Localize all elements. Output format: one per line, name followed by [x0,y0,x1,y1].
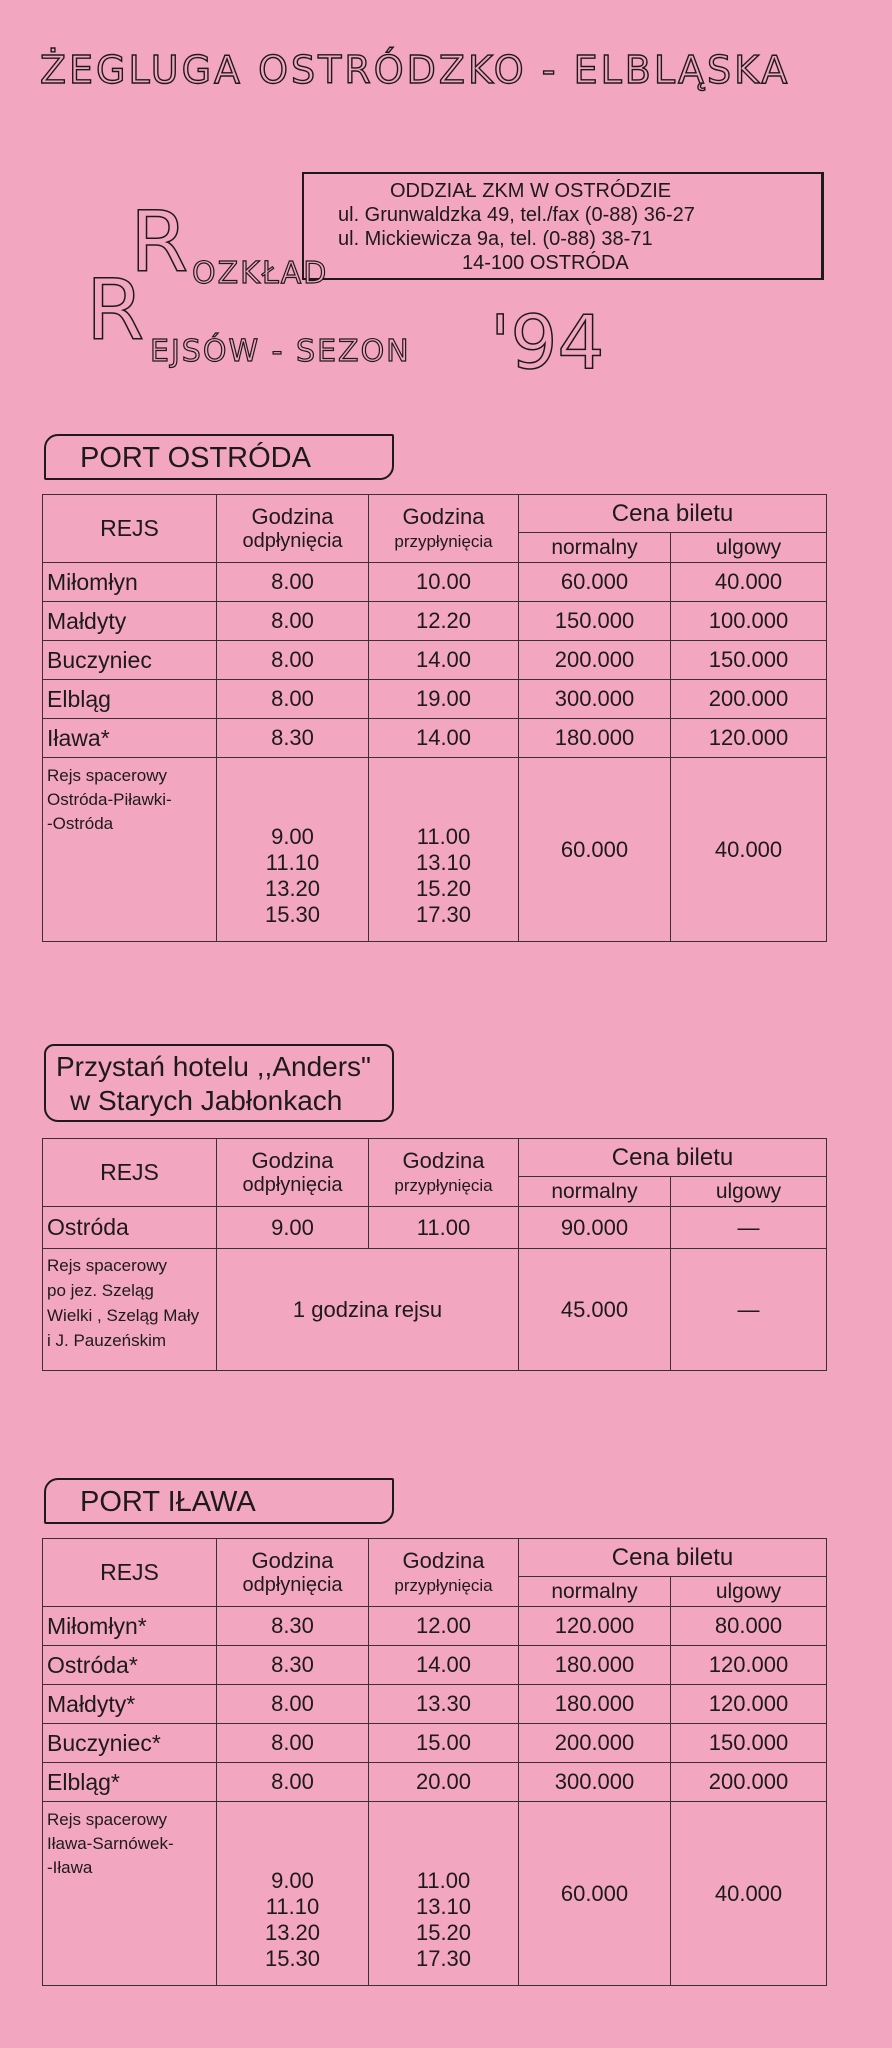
header-departure: Godzina odpłynięcia [217,1539,369,1607]
route-name: Buczyniec [43,641,217,680]
route-name: Elbląg [43,680,217,719]
table-row [43,602,827,641]
arrival-time: 19.00 [369,680,519,719]
price-reduced: — [671,1207,827,1249]
departure-time: 8.00 [217,680,369,719]
departure-time: 8.00 [217,563,369,602]
brand-word-rejsow: EJSÓW - SEZON [150,334,411,369]
route-name: Elbląg* [43,1763,217,1802]
section-label-port-ostroda: PORT OSTRÓDA [44,434,394,480]
table-row [43,1646,827,1685]
route-name: Ostróda* [43,1646,217,1685]
section-label-port-ilawa: PORT IŁAWA [44,1478,394,1524]
price-normal: 300.000 [519,1763,671,1802]
table-row [43,641,827,680]
table-row [43,1724,827,1763]
price-reduced: 150.000 [671,1724,827,1763]
header-normal: normalny [519,1177,671,1207]
departure-time: 8.00 [217,641,369,680]
cruise-departure-times: 9.00 11.10 13.20 15.30 [217,758,369,942]
page-title: ŻEGLUGA OSTRÓDZKO - ELBLĄSKA [40,48,791,92]
price-normal: 180.000 [519,1646,671,1685]
price-reduced: 40.000 [671,563,827,602]
table-row-cruise [43,758,827,942]
schedule-table-ostroda [42,494,827,942]
cruise-name: Rejs spacerowy Ostróda-Piławki- -Ostróda [43,758,217,942]
departure-time: 9.00 [217,1207,369,1249]
cruise-name: Rejs spacerowy po jez. Szeląg Wielki , Szeląg Mały i J. Pauzeńskim [43,1249,217,1371]
arrival-time: 14.00 [369,1646,519,1685]
route-name: Miłomłyn [43,563,217,602]
price-normal: 180.000 [519,719,671,758]
arrival-time: 12.00 [369,1607,519,1646]
price-reduced: 120.000 [671,1685,827,1724]
cruise-price-reduced: 40.000 [671,1802,827,1986]
route-name: Małdyty* [43,1685,217,1724]
office-address-1: ul. Grunwaldzka 49, tel./fax (0-88) 36-27 [338,204,695,226]
route-name: Miłomłyn* [43,1607,217,1646]
price-normal: 150.000 [519,602,671,641]
cruise-name: Rejs spacerowy Iława-Sarnówek- -Iława [43,1802,217,1986]
header-price: Cena biletu [519,495,827,533]
route-name: Ostróda [43,1207,217,1249]
route-name: Małdyty [43,602,217,641]
departure-time: 8.00 [217,1724,369,1763]
header-reduced: ulgowy [671,1177,827,1207]
price-reduced: 200.000 [671,1763,827,1802]
cruise-arrival-times: 11.00 13.10 15.20 17.30 [369,1802,519,1986]
cruise-price-normal: 60.000 [519,758,671,942]
cruise-price-reduced: 40.000 [671,758,827,942]
arrival-time: 20.00 [369,1763,519,1802]
header-arrival: Godzina przypłynięcia [369,1139,519,1207]
departure-time: 8.30 [217,719,369,758]
header-normal: normalny [519,1577,671,1607]
price-reduced: 80.000 [671,1607,827,1646]
cruise-duration: 1 godzina rejsu [217,1249,519,1371]
price-normal: 60.000 [519,563,671,602]
price-reduced: 120.000 [671,1646,827,1685]
office-city: 14-100 OSTRÓDA [462,252,629,274]
header-departure: Godzina odpłynięcia [217,1139,369,1207]
header-price: Cena biletu [519,1539,827,1577]
table-row [43,563,827,602]
price-normal: 200.000 [519,641,671,680]
route-name: Buczyniec* [43,1724,217,1763]
brand-word-rozklad: OZKŁAD [192,256,329,291]
header-arrival: Godzina przypłynięcia [369,495,519,563]
price-reduced: 200.000 [671,680,827,719]
office-address-box [302,172,824,280]
table-row [43,1207,827,1249]
header-price: Cena biletu [519,1139,827,1177]
header-rejs: REJS [43,1539,217,1607]
price-normal: 90.000 [519,1207,671,1249]
season-year: '94 [490,300,605,386]
departure-time: 8.30 [217,1607,369,1646]
office-name: ODDZIAŁ ZKM W OSTRÓDZIE [390,180,672,202]
cruise-departure-times: 9.00 11.10 13.20 15.30 [217,1802,369,1986]
table-row-cruise [43,1249,827,1371]
table-row [43,680,827,719]
table-row [43,1607,827,1646]
office-address-2: ul. Mickiewicza 9a, tel. (0-88) 38-71 [338,228,653,250]
header-rejs: REJS [43,495,217,563]
departure-time: 8.00 [217,1763,369,1802]
arrival-time: 15.00 [369,1724,519,1763]
route-name: Iława* [43,719,217,758]
cruise-price-normal: 45.000 [519,1249,671,1371]
header-departure: Godzina odpłynięcia [217,495,369,563]
cruise-price-reduced: — [671,1249,827,1371]
arrival-time: 12.20 [369,602,519,641]
cruise-price-normal: 60.000 [519,1802,671,1986]
price-reduced: 150.000 [671,641,827,680]
header-normal: normalny [519,533,671,563]
arrival-time: 13.30 [369,1685,519,1724]
schedule-table-ilawa [42,1538,827,1986]
arrival-time: 11.00 [369,1207,519,1249]
departure-time: 8.00 [217,1685,369,1724]
table-row-cruise [43,1802,827,1986]
table-row [43,719,827,758]
arrival-time: 14.00 [369,641,519,680]
price-normal: 180.000 [519,1685,671,1724]
arrival-time: 14.00 [369,719,519,758]
price-normal: 300.000 [519,680,671,719]
brand-letter-r-bottom: R [86,261,145,359]
arrival-time: 10.00 [369,563,519,602]
table-row [43,1685,827,1724]
section-label-anders: Przystań hotelu ,,Anders" w Starych Jabłonkach [44,1044,394,1122]
price-normal: 120.000 [519,1607,671,1646]
schedule-table-anders [42,1138,827,1371]
cruise-arrival-times: 11.00 13.10 15.20 17.30 [369,758,519,942]
price-normal: 200.000 [519,1724,671,1763]
header-rejs: REJS [43,1139,217,1207]
price-reduced: 100.000 [671,602,827,641]
header-reduced: ulgowy [671,533,827,563]
brand-letter-r-top: R [130,193,189,291]
price-reduced: 120.000 [671,719,827,758]
header-reduced: ulgowy [671,1577,827,1607]
table-row [43,1763,827,1802]
departure-time: 8.00 [217,602,369,641]
departure-time: 8.30 [217,1646,369,1685]
header-arrival: Godzina przypłynięcia [369,1539,519,1607]
